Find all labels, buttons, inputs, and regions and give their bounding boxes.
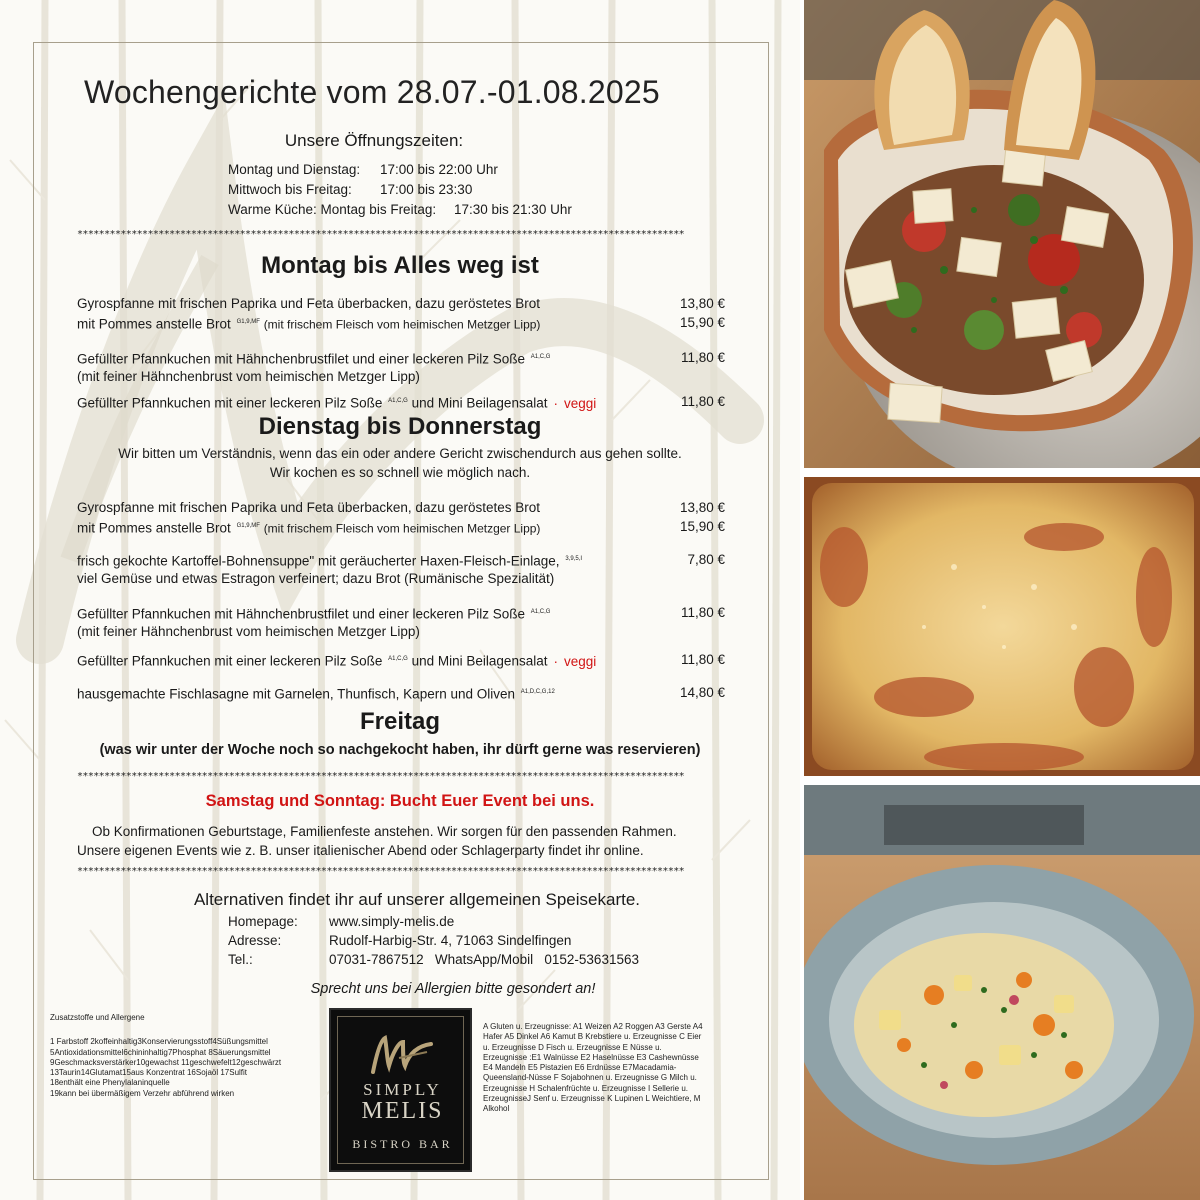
logo-line-1: SIMPLY <box>363 1080 442 1099</box>
allergen-codes: A1,C,G <box>388 398 408 404</box>
allergen-codes: A1,C,G <box>530 609 551 615</box>
price: 11,80 € <box>680 652 725 667</box>
price: 11,80 € <box>680 605 725 620</box>
allergen-codes: 3,9,5,I <box>565 556 582 562</box>
menu-item: Gyrospfanne mit frischen Paprika und Feta überbacken, dazu geröstetes Brot 13,80 € mit Pommes anstelle Brot $^{G1,9,MF}$ (mit frischem Fleisch vom heimischen Metzger Lipp) 15,90 € <box>77 500 725 536</box>
separator-line: **************************************************************************************************************** <box>77 229 685 240</box>
menu-card: Wochengerichte vom 28.07.-01.08.2025 Unsere Öffnungszeiten: Montag und Dienstag: 17:00 bis 22:00 Uhr Mittwoch bis Freitag: 17:00 bis 23:30 Warme Küche: Montag bis Freitag: 17:30 bis 21:30 Uhr **************************************************************************************************************** Montag bis Alles weg ist Gyrospfanne mit frischen Paprika und Feta überbacken, dazu geröstetes Brot 13,80 € mit Pommes anstelle Brot $^{G1,9,MF}$ (mit frischem Fleisch vom heimischen Metzger Lipp) 15,90 € Gefüllter Pfannkuchen mit Hähnchenbrustfilet und einer leckeren Pilz Soße $^{A1,C,G}$ 11,80 € (mit feiner Hähnchenbrust vom heimischen Metzger Lipp) Gefüllter Pfannkuchen mit einer leckeren Pilz Soße $^{A1,C,G}$ und Mini Beilagensalat· veggi 11,80 € Dienstag bis Donnerstag Wir bitten um Verständnis, wenn das ein oder andere Gericht zwischendurch aus gehen sollte. Wir kochen es so schnell wie möglich nach. Gyrospfanne mit frischen Paprika und Feta überbacken, dazu geröstetes Brot 13,80 € mit Pommes anstelle Brot $^{G1,9,MF}$ (mit frischem Fleisch vom heimischen Metzger Lipp) 15,90 € frisch gekochte Kartoffel-Bohnensuppe" mit geräucherter Haxen-Fleisch-Einlage, $^{3,9,5,I}$ 7,80 € viel Gemüse und etwas Estragon verfeinert; dazu Brot (Rumänische Spezialität) Gefüllter Pfannkuchen mit Hähnchenbrustfilet und einer leckeren Pilz Soße $^{A1,C,G}$ 11,80 € (mit feiner Hähnchenbrust vom heimischen Metzger Lipp) Gefüllter Pfannkuchen mit einer leckeren Pilz Soße $^{A1,C,G}$ und Mini Beilagensalat· veggi 11,80 € hausgemachte Fischlasagne mit Garnelen, Thunfisch, Kapern und Oliven $^{A1,D,C,G,12}$ 14,80 € Freitag (was wir unter der Woche noch so nachgekocht haben, ihr dürft gerne was reservieren) **************************************************************************************************************** Samstag und Sonntag: Bucht Euer Event bei uns. Ob Konfirmationen Geburtstage, Familienfeste anstehen. Wir sorgen für den passenden Rahmen. Unsere eigenen Events wie z. B. unser italienischer Abend oder Schlagerparty findet ihr online. **************************************************************************************************************** Alternativen findet ihr auf unserer allgemeinen Speisekarte. Homepage: www.simply-melis.de Adresse: Rudolf-Harbig-Str. 4, 71063 Sindelfingen Tel.: 07031-7867512 WhatsApp/Mobil 0152-53631563 Sprecht uns bei Allergien bitte gesondert an! Zusatzstoffe und Allergene 1 Farbstoff 2koffeinhaltig3Konservierungsstoff4Süßungsmittel 5Antioxidationsmittel6chininhaltig7Phosphat 8Säuerungsmittel 9Geschmacksverstärker10gewachst 11geschwefelt12geschwärzt 13Taurin14Glutamat15aus Konzentrat 16Sojaöl 17Sulfit 18enthält eine Phenylalaninquelle 19kann bei übermäßigem Verzehr abführend wirken SIMPLY MELIS BISTRO BAR A Gluten u. Erzeugnisse: A1 Weizen A2 Roggen A3 Gerste A4 Hafer A5 Dinkel A6 Kamut B Krebstiere u. Erzeugnisse C Eier u. Erzeugnisse D Fisch u. Erzeugnisse E Nüsse u. Erzeugnisse :E1 Walnüsse E2 Haselnüsse E3 Cashewnüsse E4 Mandeln E5 Pistazien E6 Erdnüsse E7Macadamia- Queensland-Nüsse F Sojabohnen u. Erzeugnisse G Milch u. Erzeugnisse H Schalenfrüchte u. Erzeugnisse I Sellerie u. ErzeugnisseJ Senf u. Erzeugnisse K Lupinen L Weichtiere, M Alkohol <box>0 0 800 1200</box>
allergy-note: Sprecht uns bei Allergien bitte gesondert an! <box>310 981 596 997</box>
bean-soup-photo <box>804 785 1200 1200</box>
menu-item: Gefüllter Pfannkuchen mit einer leckeren Pilz Soße $^{A1,C,G}$ und Mini Beilagensalat· veggi 11,80 € <box>77 392 725 411</box>
price: 13,80 € <box>679 500 725 515</box>
simply-melis-logo <box>329 1008 472 1172</box>
alternatives-note: Alternativen findet ihr auf unserer allgemeinen Speisekarte. <box>193 890 641 909</box>
section-note: Wir kochen es so schnell wie möglich nach. <box>269 465 531 480</box>
menu-item: Gefüllter Pfannkuchen mit Hähnchenbrustfilet und einer leckeren Pilz Soße $^{A1,C,G}$ 11,80 € (mit feiner Hähnchenbrust vom heimischen Metzger Lipp) <box>77 350 725 384</box>
section-note: Wir bitten um Verständnis, wenn das ein oder andere Gericht zwischendurch aus gehen sollte. <box>118 446 682 461</box>
price: 7,80 € <box>687 552 725 567</box>
menu-title: Wochengerichte vom 28.07.-01.08.2025 <box>84 74 660 110</box>
price: 15,90 € <box>679 519 725 534</box>
allergens-legend: A Gluten u. Erzeugnisse: A1 Weizen A2 Roggen A3 Gerste A4 Hafer A5 Dinkel A6 Kamut B Krebstiere u. Erzeugnisse C Eier u. Erzeugnisse D Fisch u. Erzeugnisse E Nüsse u. Erzeugnisse :E1 Walnüsse E2 Haselnüsse E3 Cashewnüsse E4 Mandeln E5 Pistazien E6 Erdnüsse E7Macadamia- Queensland-Nüsse F Sojabohnen u. Erzeugnisse G Milch u. Erzeugnisse H Schalenfrüchte u. Erzeugnisse I Sellerie u. ErzeugnisseJ Senf u. Erzeugnisse K Lupinen L Weichtiere, M Alkohol <box>483 1022 703 1114</box>
weekend-heading: Samstag und Sonntag: Bucht Euer Event bei uns. <box>205 792 595 810</box>
allergen-codes: G1,9,MF <box>236 319 260 325</box>
price: 11,80 € <box>680 394 725 409</box>
allergen-codes: A1,C,G <box>530 354 551 360</box>
menu-item: Gefüllter Pfannkuchen mit Hähnchenbrustfilet und einer leckeren Pilz Soße $^{A1,C,G}$ 11,80 € (mit feiner Hähnchenbrust vom heimischen Metzger Lipp) <box>77 605 725 639</box>
allergen-codes: A1,C,G <box>388 656 408 662</box>
menu-item: frisch gekochte Kartoffel-Bohnensuppe" mit geräucherter Haxen-Fleisch-Einlage, $^{3,9,5,I}$ 7,80 € viel Gemüse und etwas Estragon verfeinert; dazu Brot (Rumänische Spezialität) <box>77 552 725 586</box>
separator-line: **************************************************************************************************************** <box>77 771 685 782</box>
section-heading-friday: Freitag <box>359 708 440 735</box>
price: 15,90 € <box>679 315 725 330</box>
veggi-tag: · veggi <box>553 654 596 669</box>
additives-legend: Zusatzstoffe und Allergene 1 Farbstoff 2koffeinhaltig3Konservierungsstoff4Süßungsmittel 5Antioxidationsmittel6chininhaltig7Phosphat 8Säuerungsmittel 9Geschmacksverstärker10gewachst 11geschwefelt12geschwärzt 13Taurin14Glutamat15aus Konzentrat 16Sojaöl 17Sulfit 18enthält eine Phenylalaninquelle 19kann bei übermäßigem Verzehr abführend wirken <box>50 1013 282 1098</box>
veggi-tag: · veggi <box>553 396 596 411</box>
opening-hours-row: Montag und Dienstag: 17:00 bis 22:00 Uhr <box>228 162 498 177</box>
price: 13,80 € <box>679 296 725 311</box>
gyros-pan-photo <box>804 0 1200 468</box>
allergen-codes: A1,D,C,G,12 <box>520 689 555 695</box>
opening-hours-row: Mittwoch bis Freitag: 17:00 bis 23:30 <box>228 182 473 197</box>
allergen-codes: G1,9,MF <box>236 523 260 529</box>
separator-line: **************************************************************************************************************** <box>77 866 685 877</box>
section-heading-monday: Montag bis Alles weg ist <box>261 252 539 279</box>
price: 11,80 € <box>680 350 725 365</box>
logo-line-3: BISTRO BAR <box>352 1137 453 1151</box>
opening-hours-heading: Unsere Öffnungszeiten: <box>284 131 464 150</box>
section-heading-tuesday: Dienstag bis Donnerstag <box>258 413 542 440</box>
m-brush-icon <box>369 1032 435 1076</box>
menu-item: Gyrospfanne mit frischen Paprika und Feta überbacken, dazu geröstetes Brot 13,80 € mit Pommes anstelle Brot $^{G1,9,MF}$ (mit frischem Fleisch vom heimischen Metzger Lipp) 15,90 € <box>77 296 725 332</box>
menu-item: Gefüllter Pfannkuchen mit einer leckeren Pilz Soße $^{A1,C,G}$ und Mini Beilagensalat· veggi 11,80 € <box>77 650 725 669</box>
menu-item: hausgemachte Fischlasagne mit Garnelen, Thunfisch, Kapern und Oliven $^{A1,D,C,G,12}$ 14,80 € <box>77 685 725 702</box>
section-note: (was wir unter der Woche noch so nachgekocht haben, ihr dürft gerne was reservieren) <box>99 742 701 758</box>
fish-lasagne-photo <box>804 477 1200 776</box>
logo-line-2: MELIS <box>361 1098 444 1124</box>
homepage-link[interactable]: www.simply-melis.de <box>329 914 455 929</box>
price: 14,80 € <box>679 685 725 700</box>
opening-hours-row: Warme Küche: Montag bis Freitag: 17:30 bis 21:30 Uhr <box>228 202 572 217</box>
event-text: Ob Konfirmationen Geburtstage, Familienfeste anstehen. Wir sorgen für den passenden Rahmen. <box>92 824 677 839</box>
event-text: Unsere eigenen Events wie z. B. unser italienischer Abend oder Schlagerparty findet ihr online. <box>77 843 644 858</box>
